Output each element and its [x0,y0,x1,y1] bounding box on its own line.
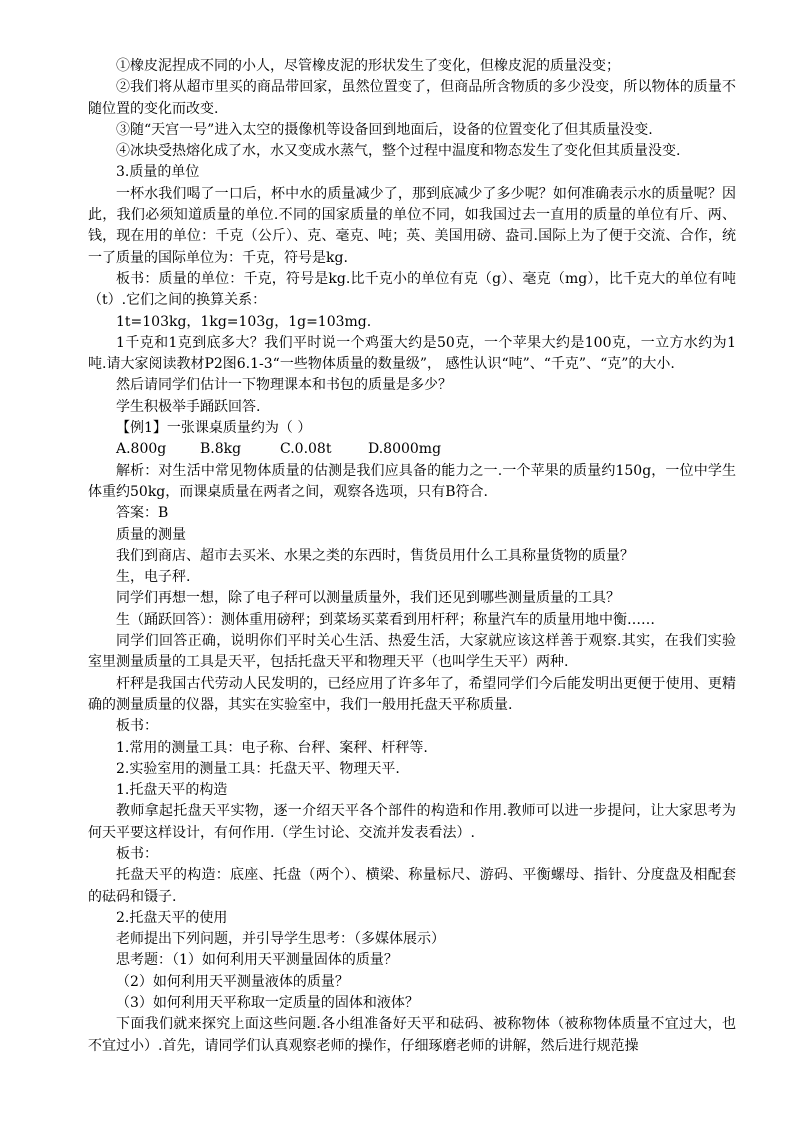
paragraph-blackboard-label: 板书： [116,718,158,735]
paragraph-student-tools: 生（踊跃回答）：测体重用磅秤；到菜场买菜看到用杆秤；称量汽车的质量用地中衡…… [116,611,655,628]
example-1-options [88,439,736,460]
paragraph-2: ②我们将从超市里买的商品带回家，虽然位置变了，但商品所含物质的多少没变，所以物体的质量不随位置的变化而改变. [88,79,736,117]
paragraph-how-big: 1千克和1克到底多大？我们平时说一个鸡蛋大约是50克，一个苹果大约是100克，一立方水约为1吨.请大家阅读教材P2图6.1-3“一些物体质量的数量级”， 感性认识“吨”、“千克”、“克”的大小. [88,334,736,373]
question-3: （3）如何利用天平称取一定质量的固体和液体？ [116,995,419,1012]
section-heading-balance-structure: 1.托盘天平的构造 [116,782,228,799]
list-item-lab-tools: 2.实验室用的测量工具：托盘天平、物理天平. [116,760,400,777]
paragraph-conversion: 1t=103kg，1kg=103g，1g=103mg. [116,313,372,330]
paragraph-blackboard-units: 板书：质量的单位：千克，符号是kg.比千克小的单位有克（g）、毫克（mg），比千克大的单位有吨（t）.它们之间的换算关系： [88,270,736,309]
section-heading-units: 3.质量的单位 [116,164,200,181]
paragraph-other-tools: 同学们再想一想，除了电子秤可以测量质量外，我们还见到哪些测量质量的工具？ [116,590,620,607]
paragraph-teacher-demo: 教师拿起托盘天平实物，逐一介绍天平各个部件的构造和作用.教师可以进一步提问，让大家思考为何天平要这样设计，有何作用.（学生讨论、交流并发表看法）. [88,803,736,841]
paragraph-explore: 下面我们就来探究上面这些问题.各小组准备好天平和砝码、被称物体（被称物体质量不宜过大，也不宜过小）.首先，请同学们认真观察老师的操作，仔细琢磨老师的讲解，然后进行规范操 [88,1016,736,1054]
paragraph-teacher-questions: 老师提出下列问题，并引导学生思考：（多媒体展示） [116,931,445,948]
paragraph-3: ③随“天宫一号”进入太空的摄像机等设备回到地面后，设备的位置变化了但其质量没变. [116,121,653,138]
section-heading-measurement: 质量的测量 [116,526,186,543]
example-1-analysis: 解析：对生活中常见物体质量的估测是我们应具备的能力之一.一个苹果的质量约150g，一位中学生体重约50kg，而课桌质量在两者之间，观察各选项，只有B符合. [88,462,736,500]
paragraph-steelyard: 杆秤是我国古代劳动人民发明的，已经应用了许多年了，希望同学们今后能发明出更便于使用、更精确的测量质量的仪器，其实在实验室中，我们一般用托盘天平称质量. [88,675,736,713]
paragraph-balance-parts: 托盘天平的构造：底座、托盘（两个）、横梁、称量标尺、游码、平衡螺母、指针、分度盘及相配套的砝码和镊子. [88,867,736,905]
paragraph-student-reply: 生，电子秤. [116,569,191,586]
option-c: C.0.08t [280,441,332,458]
paragraph-estimate: 然后请同学们估计一下物理课本和书包的质量是多少？ [116,377,452,394]
paragraph-students-answer: 学生积极举手踊跃回答. [116,398,261,415]
section-heading-balance-use: 2.托盘天平的使用 [116,909,228,926]
paragraph-blackboard-label-2: 板书： [116,845,158,862]
paragraph-lab-tools: 同学们回答正确，说明你们平时关心生活、热爱生活，大家就应该这样善于观察.其实，在我们实验室里测量质量的工具是天平，包括托盘天平和物理天平（也叫学生天平）两种. [88,633,736,671]
paragraph-4: ④冰块受热熔化成了水，水又变成水蒸气，整个过程中温度和物态发生了变化但其质量没变. [116,143,681,160]
document-body [88,56,736,1057]
list-item-common-tools: 1.常用的测量工具：电子称、台秤、案秤、杆秤等. [116,739,428,756]
paragraph-shop-question: 我们到商店、超市去买米、水果之类的东西时，售货员用什么工具称量货物的质量？ [116,547,634,564]
example-1-answer: 答案：B [116,505,169,522]
option-a: A.800g [116,441,167,458]
option-b: B.8kg [200,441,242,458]
question-1: 思考题：（1）如何利用天平测量固体的质量？ [116,952,398,969]
example-1-question: 【例1】一张课桌质量约为（ ） [116,420,312,437]
paragraph-units-intro: 一杯水我们喝了一口后，杯中水的质量减少了，那到底减少了多少呢？如何准确表示水的质量呢？因此，我们必须知道质量的单位.不同的国家质量的单位不同，如我国过去一直用的质量的单位有斤、两、钱，现在用的单位：千克（公斤）、克、毫克、吨；英、美国用磅、盎司.国际上为了便于交流、合作，统一了质量的国际单位为：千克，符号是kg. [88,185,736,266]
question-2: （2）如何利用天平测量液体的质量？ [116,973,349,990]
paragraph-1: ①橡皮泥捏成不同的小人，尽管橡皮泥的形状发生了变化，但橡皮泥的质量没变； [116,58,620,74]
option-d: D.8000mg [368,441,442,458]
